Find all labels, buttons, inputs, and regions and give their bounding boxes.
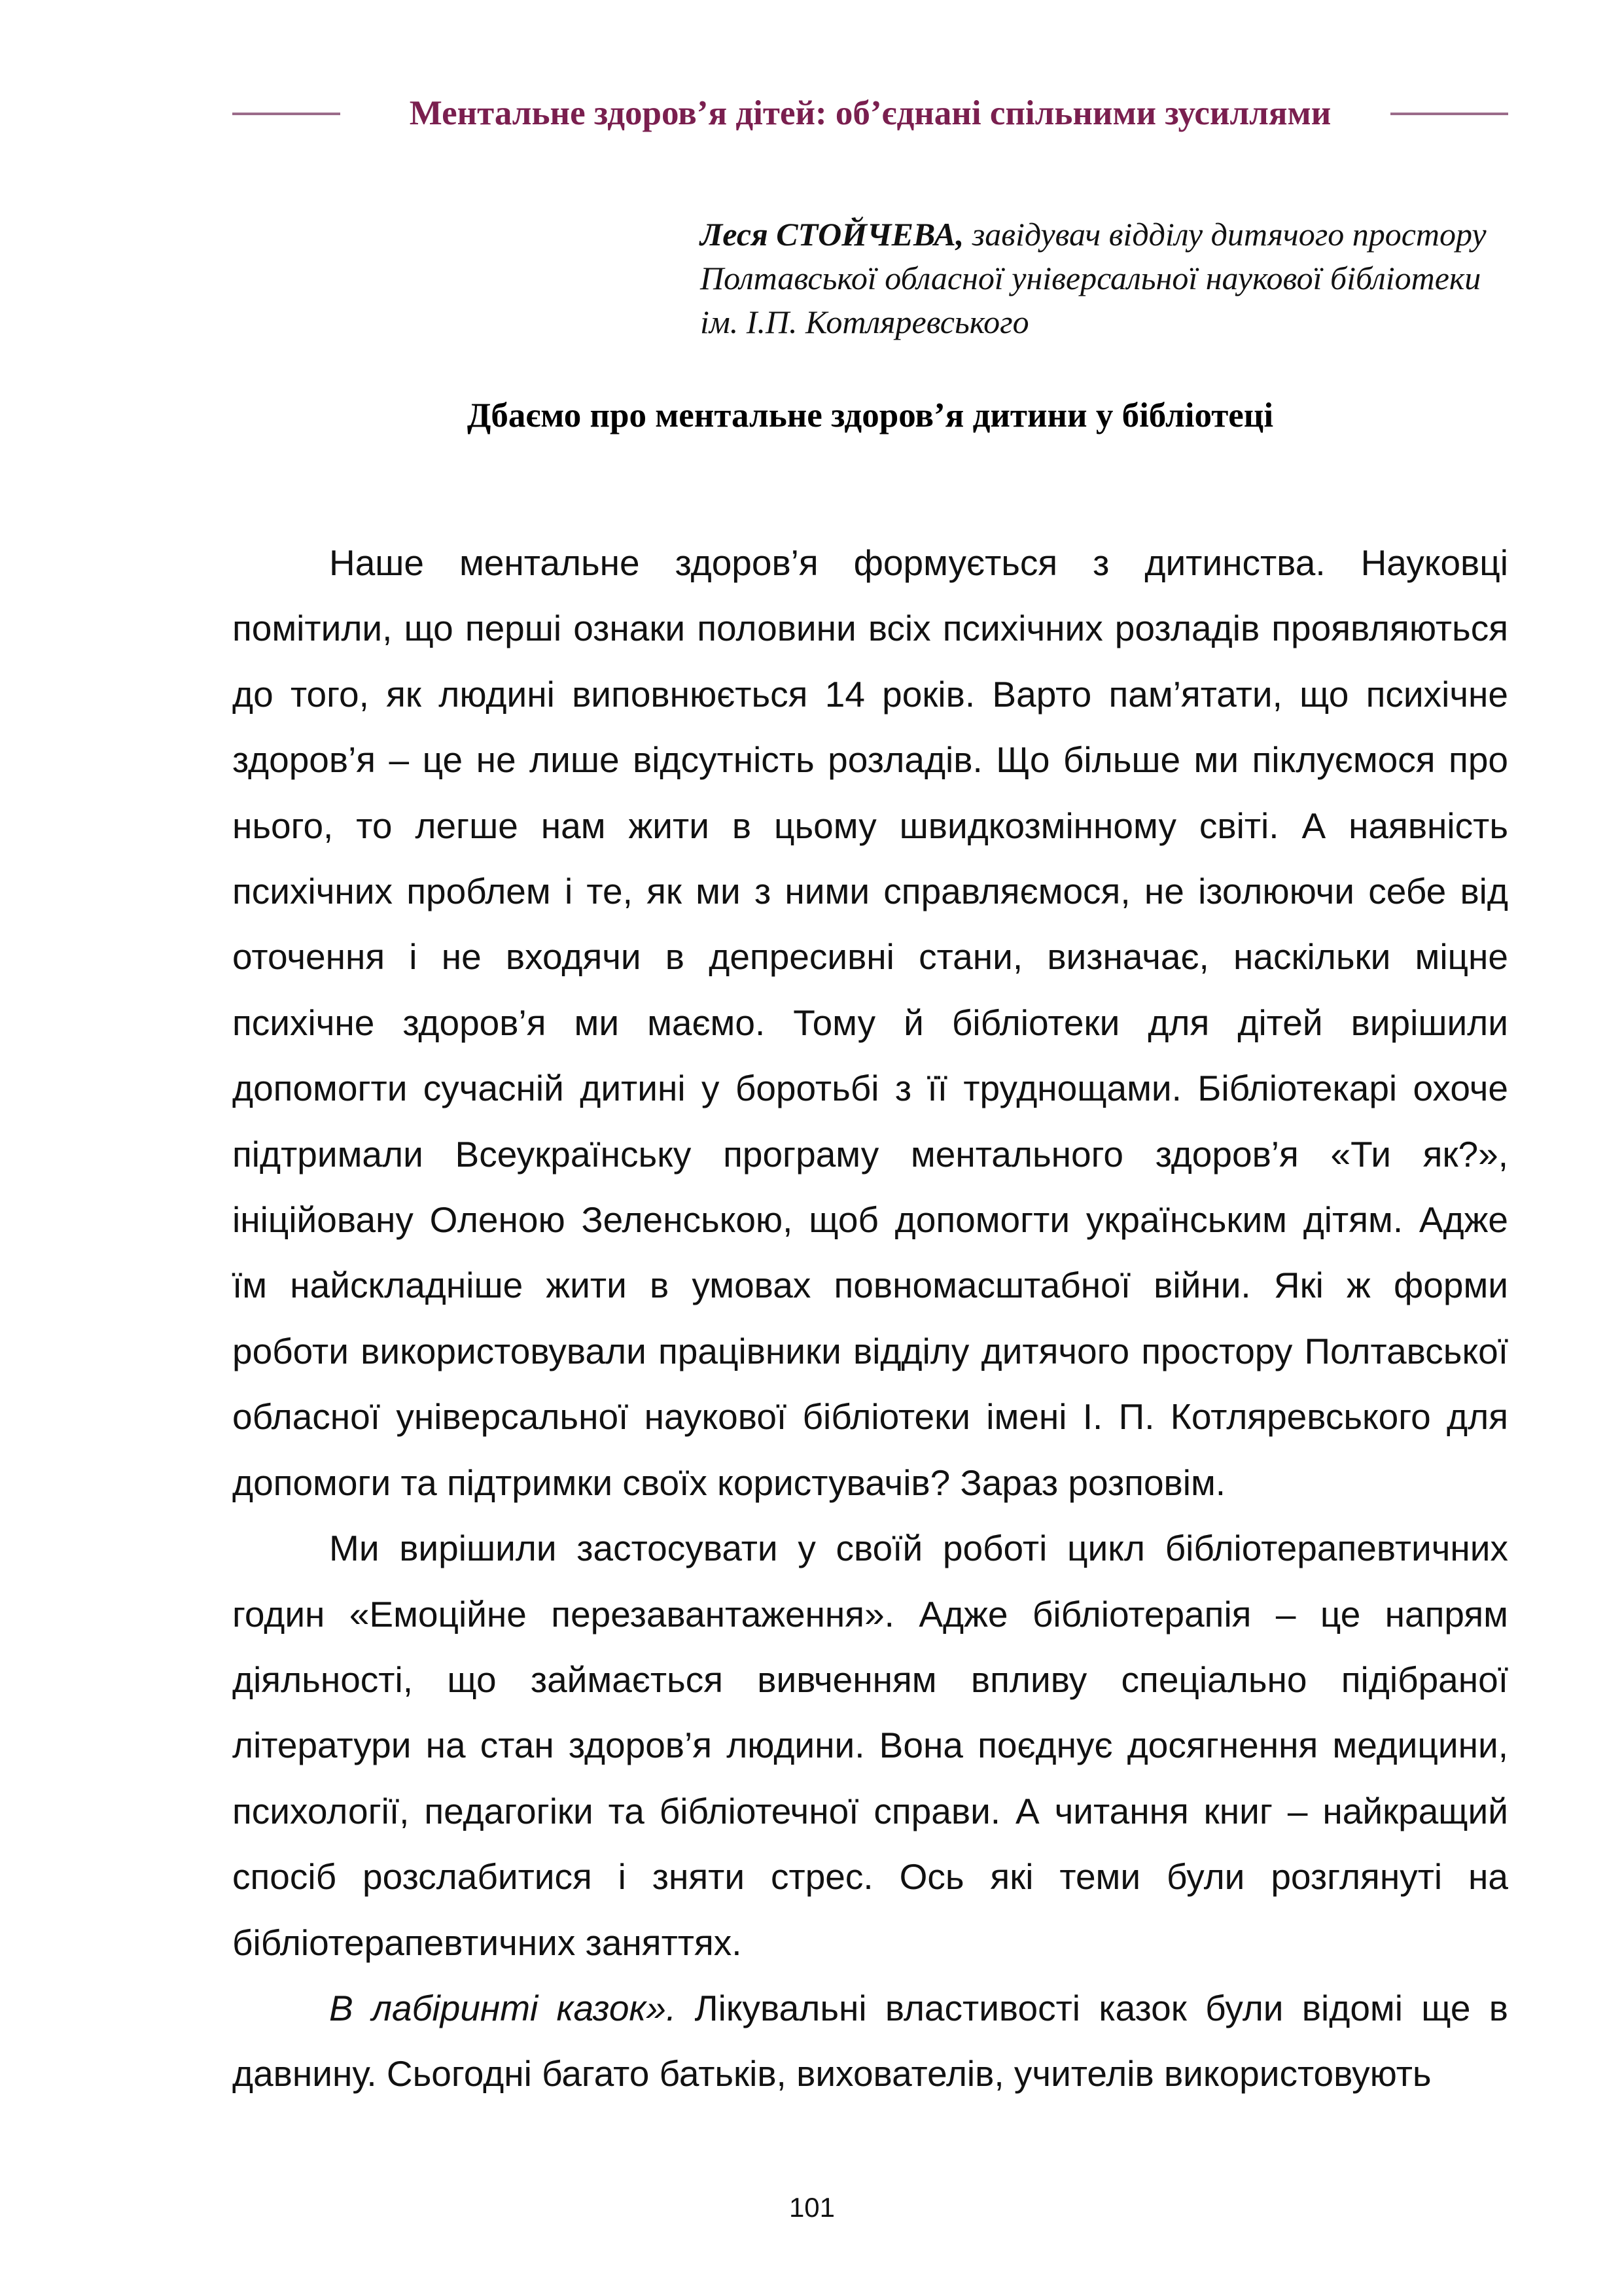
author-name: Леся СТОЙЧЕВА, — [700, 216, 964, 253]
page-number: 101 — [788, 2192, 836, 2223]
paragraph-1: Наше ментальне здоров’я формується з дитинства. Науковці помітили, що перші ознаки половини всіх психічних розладів проявляються до того, як людині виповнюється 14 років. Варто пам’ятати, що психічне здоров’я – це не лише відсутність розладів. Що більше ми піклуємося про нього, то легше нам жити в цьому швидкозмінному світі. А наявність психічних проблем і те, як ми з ними справляємося, не ізолюючи себе від оточення і не входячи в депресивні стани, визначає, наскільки міцне психічне здоров’я ми маємо. Тому й бібліотеки для дітей вирішили допомогти сучасній дитині у боротьбі з її труднощами. Бібліотекарі охоче підтримали Всеукраїнську програму ментального здоров’я «Ти як?», ініційовану Оленою Зеленською, щоб допомогти українським дітям. Адже їм найскладніше жити в умовах повномасштабної війни. Які ж форми роботи використовували працівники відділу дитячого простору Полтавської обласної універсальної наукової бібліотеки імені І. П. Котляревського для допомоги та підтримки своїх користувачів? Зараз розповім. — [232, 542, 1508, 1503]
paragraph-3 — [232, 1975, 1508, 2107]
paragraph-2: Ми вирішили застосувати у своїй роботі цикл бібліотерапевтичних годин «Емоційне перезавантаження». Адже бібліотерапія – це напрям діяльності, що займається вивченням впливу спеціально підібраної літератури на стан здоров’я людини. Вона поєднує досягнення медицини, психології, педагогіки та бібліотечної справи. А читання книг – найкращий спосіб розслабитися і зняти стрес. Ось які теми були розглянуті на бібліотерапевтичних заняттях. — [232, 1528, 1508, 1963]
article-body — [232, 530, 1508, 2107]
paragraph-3-italic: В лабіринті казок». — [329, 1987, 677, 2028]
author-position: завідувач відділу дитячого простору Полтавської обласної універсальної наукової бібліотеки ім. І.П. Котляревського — [700, 216, 1487, 340]
author-block — [700, 213, 1518, 344]
running-header — [232, 90, 1508, 136]
article-title: Дбаємо про ментальне здоров’я дитини у бібліотеці — [467, 397, 1274, 434]
paragraph-3-text: Лікувальні властивості казок були відомі ще в давнину. Сьогодні багато батьків, вихователів, учителів використовують — [232, 1987, 1508, 2094]
header-rule-right — [1390, 113, 1508, 115]
running-title: Ментальне здоров’я дітей: об’єднані спільними зусиллями — [409, 94, 1332, 132]
